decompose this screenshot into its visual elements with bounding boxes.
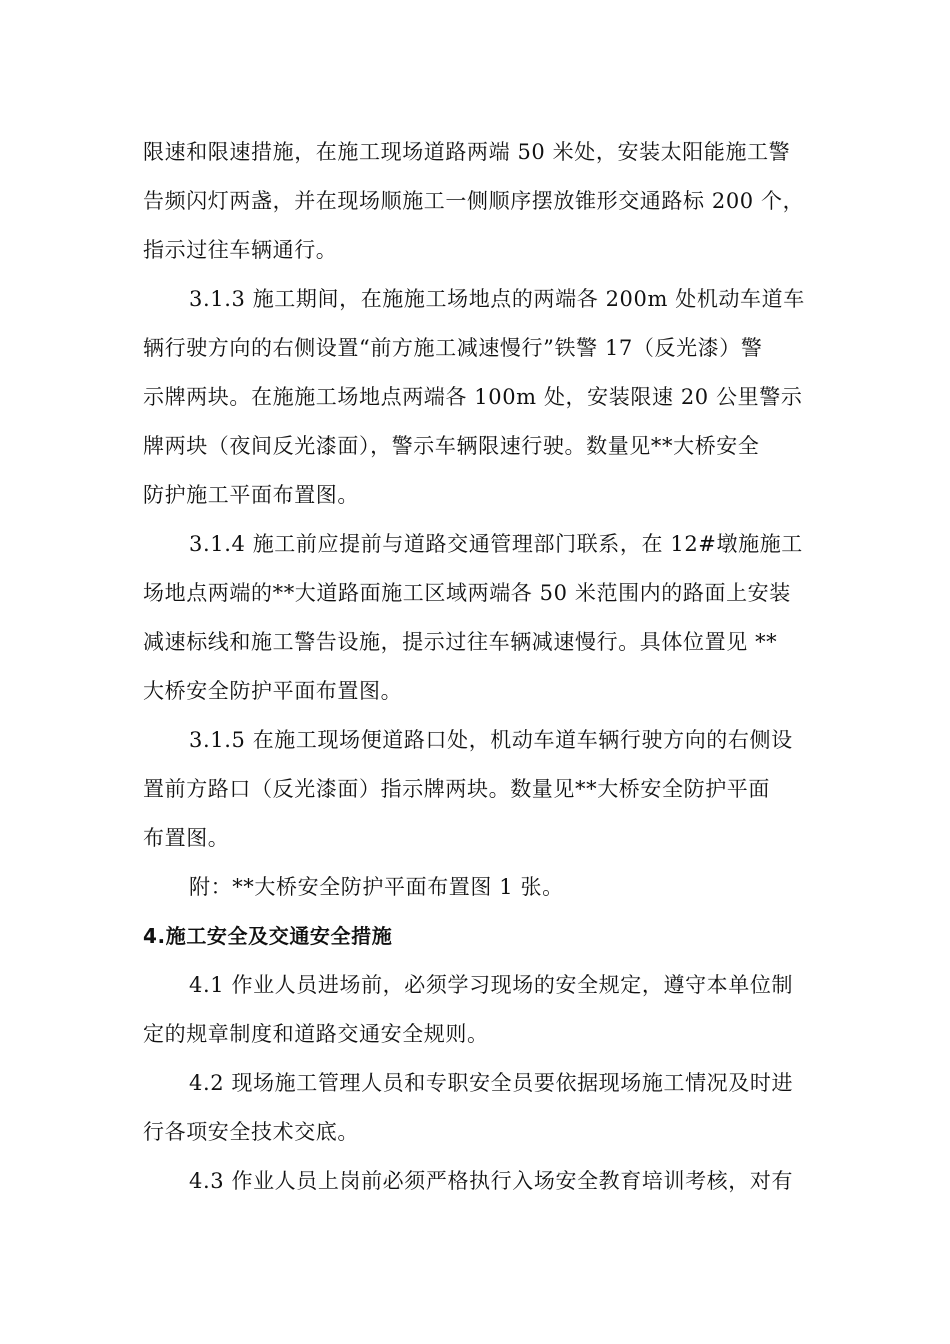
paragraph-3-1-4: [143, 520, 815, 716]
text-line: 3.1.3 施工期间，在施施工场地点的两端各 200m 处机动车道车: [189, 287, 805, 311]
text-line: 防护施工平面布置图。: [143, 483, 359, 507]
text-line: 示牌两块。在施施工场地点两端各 100m 处，安装限速 20 公里警示: [143, 385, 803, 409]
paragraph-continuation: [143, 128, 815, 275]
text-line: 行各项安全技术交底。: [143, 1120, 359, 1144]
text-line: 限速和限速措施，在施工现场道路两端 50 米处，安装太阳能施工警: [143, 140, 791, 164]
text-line: 指示过往车辆通行。: [143, 238, 338, 262]
text-line: 告频闪灯两盏，并在现场顺施工一侧顺序摆放锥形交通路标 200 个，: [143, 189, 805, 213]
text-line: 4.3 作业人员上岗前必须严格执行入场安全教育培训考核，对有: [189, 1169, 794, 1193]
paragraph-3-1-3: [143, 275, 815, 520]
text-line: 布置图。: [143, 826, 230, 850]
text-line: 附：**大桥安全防护平面布置图 1 张。: [189, 875, 564, 899]
text-line: 定的规章制度和道路交通安全规则。: [143, 1022, 489, 1046]
section-heading-4: [143, 912, 815, 961]
paragraph-3-1-5: [143, 716, 815, 863]
paragraph-4-2: [143, 1059, 815, 1157]
text-line: 4.1 作业人员进场前，必须学习现场的安全规定，遵守本单位制: [189, 973, 794, 997]
paragraph-attachment: [143, 863, 815, 912]
text-line: 大桥安全防护平面布置图。: [143, 679, 403, 703]
heading-text: 4.施工安全及交通安全措施: [143, 924, 393, 948]
text-line: 减速标线和施工警告设施，提示过往车辆减速慢行。具体位置见 **: [143, 630, 778, 654]
text-line: 3.1.4 施工前应提前与道路交通管理部门联系，在 12#墩施施工: [189, 532, 803, 556]
paragraph-4-1: [143, 961, 815, 1059]
text-line: 牌两块（夜间反光漆面），警示车辆限速行驶。数量见**大桥安全: [143, 434, 760, 458]
paragraph-4-3: [143, 1157, 815, 1206]
text-line: 3.1.5 在施工现场便道路口处，机动车道车辆行驶方向的右侧设: [189, 728, 793, 752]
text-line: 置前方路口（反光漆面）指示牌两块。数量见**大桥安全防护平面: [143, 777, 770, 801]
document-body: [143, 128, 815, 1206]
text-line: 场地点两端的**大道路面施工区域两端各 50 米范围内的路面上安装: [143, 581, 791, 605]
text-line: 4.2 现场施工管理人员和专职安全员要依据现场施工情况及时进: [189, 1071, 794, 1095]
text-line: 辆行驶方向的右侧设置“前方施工减速慢行”铁警 17（反光漆）警: [143, 336, 763, 360]
